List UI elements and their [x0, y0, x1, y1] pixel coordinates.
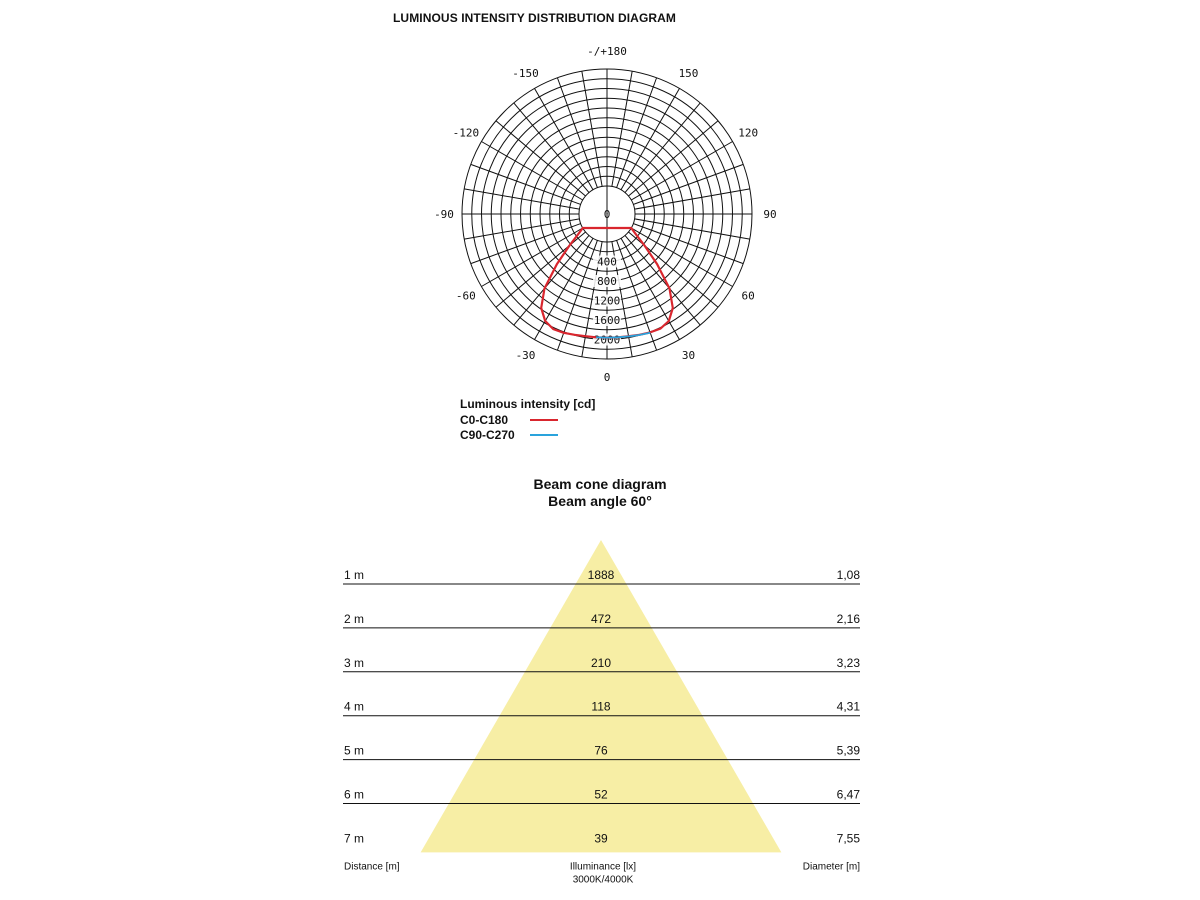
angle-label: -90: [434, 208, 454, 221]
diameter-value: 3,23: [836, 655, 860, 670]
angle-label: 60: [741, 289, 755, 303]
polar-legend: [460, 397, 595, 442]
angle-label: -60: [455, 289, 476, 303]
illuminance-value: 39: [594, 831, 608, 846]
legend-label-c0: C0-C180: [460, 412, 509, 427]
illuminance-value: 1888: [587, 568, 615, 582]
angle-label: -150: [512, 66, 539, 80]
legend-item-c0: [460, 412, 595, 427]
diameter-value: 4,31: [836, 699, 860, 714]
angle-label: 150: [678, 66, 699, 80]
angle-label: -30: [515, 349, 536, 363]
diameter-value: 2,16: [836, 611, 860, 626]
illuminance-value: 118: [591, 699, 611, 714]
distance-label: 2 m: [344, 611, 365, 626]
angle-label: 90: [763, 208, 777, 221]
ring-label-1200: 1200: [593, 294, 621, 308]
diameter-value: 6,47: [836, 787, 860, 802]
distance-label: 5 m: [344, 743, 365, 758]
ring-label-400: 400: [597, 255, 617, 269]
diameter-value: 7,55: [836, 831, 860, 846]
diameter-value: 1,08: [836, 568, 860, 582]
distance-label: 4 m: [344, 699, 365, 714]
distance-label: 3 m: [344, 655, 365, 670]
distance-label: 1 m: [344, 568, 365, 582]
diameter-value: 5,39: [836, 743, 860, 758]
angle-label: -120: [452, 126, 480, 140]
legend-item-c90: [460, 427, 595, 442]
ring-label-800: 800: [597, 275, 617, 288]
illuminance-value: 472: [590, 611, 612, 626]
diameter-column-header: Diameter [m]: [802, 861, 860, 873]
ring-label-0: 0: [603, 208, 611, 221]
beam-cone: [421, 540, 782, 852]
distance-label: 6 m: [344, 787, 365, 802]
illuminance-value: 76: [594, 743, 608, 758]
legend-swatch-c90: [530, 434, 558, 436]
angle-label: -/+180: [587, 45, 627, 58]
beam-subtitle: Beam angle 60°: [548, 493, 652, 509]
ring-label-2000: 2000: [593, 333, 621, 347]
illuminance-column-header: Illuminance [lx]: [569, 861, 637, 873]
distance-label: 7 m: [344, 831, 365, 846]
angle-label: 30: [681, 349, 696, 363]
angle-label: 120: [738, 126, 759, 140]
ring-label-1600: 1600: [593, 314, 621, 327]
legend-title: Luminous intensity [cd]: [460, 397, 596, 411]
beam-title: Beam cone diagram: [533, 476, 667, 492]
illuminance-value: 52: [594, 787, 608, 802]
distance-column-header: Distance [m]: [344, 861, 400, 873]
angle-label: 0: [603, 371, 611, 384]
legend-label-c90: C90-C270: [460, 427, 515, 442]
illuminance-value: 210: [590, 655, 612, 670]
legend-swatch-c0: [530, 419, 558, 421]
page-title: LUMINOUS INTENSITY DISTRIBUTION DIAGRAM: [393, 11, 677, 25]
illuminance-note: 3000K/4000K: [572, 874, 634, 886]
